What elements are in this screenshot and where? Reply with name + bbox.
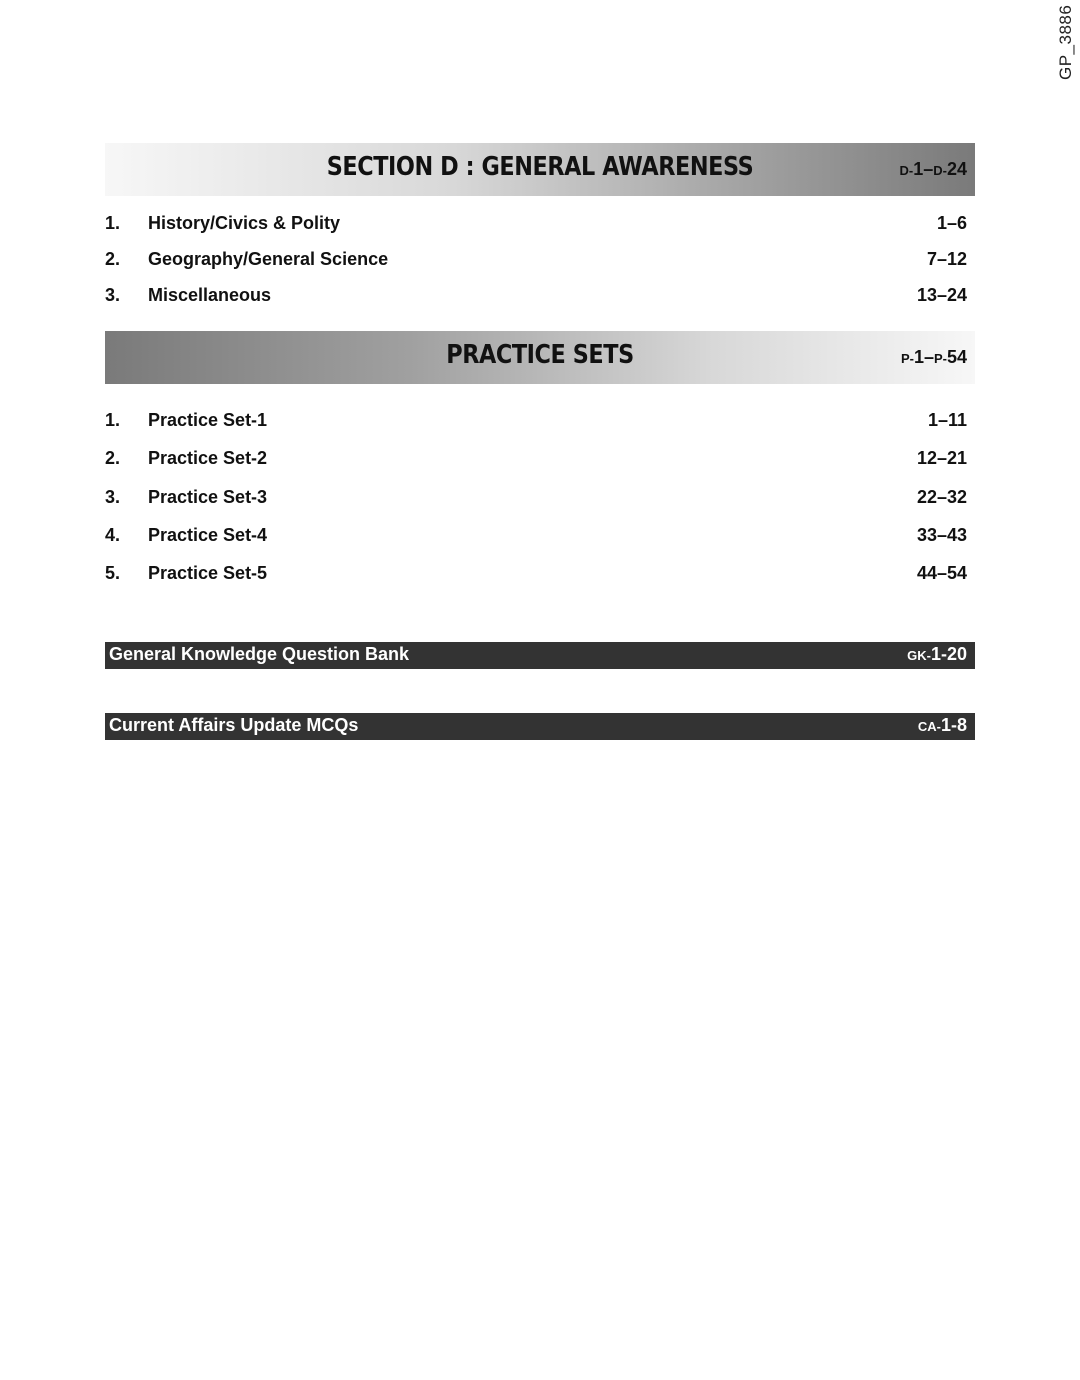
toc-row[interactable] (105, 520, 975, 558)
gk-question-bank-bar[interactable] (105, 642, 975, 669)
row-pages: 44–54 (916, 563, 967, 584)
ca-range-num: 1-8 (940, 715, 967, 736)
row-pages: 7–12 (926, 249, 967, 269)
row-title: History/Civics & Polity (148, 213, 341, 233)
section-d-banner (105, 143, 975, 196)
toc-row[interactable] (105, 208, 975, 244)
row-number: 2. (105, 448, 121, 469)
row-title: Practice Set-2 (148, 448, 268, 469)
row-title: Practice Set-5 (148, 563, 268, 584)
row-title: Geography/General Science (148, 249, 389, 269)
section-d-list (105, 208, 975, 316)
row-number: 2. (105, 249, 121, 269)
current-affairs-page-range (918, 715, 967, 736)
practice-sets-range-prefix-start: P- (900, 351, 914, 366)
section-d-range-prefix-start: D- (899, 163, 914, 178)
toc-row[interactable] (105, 244, 975, 280)
row-pages: 22–32 (916, 486, 967, 507)
ca-range-prefix: CA- (917, 719, 941, 735)
row-pages: 33–43 (916, 524, 967, 545)
practice-sets-page-range (901, 347, 967, 368)
practice-sets-range-start: 1– (913, 347, 934, 367)
practice-sets-title: PRACTICE SETS (446, 340, 634, 370)
row-number: 3. (105, 285, 121, 305)
current-affairs-title: Current Affairs Update MCQs (109, 715, 359, 736)
toc-row[interactable] (105, 558, 975, 596)
row-pages: 1–6 (936, 213, 967, 233)
practice-sets-list (105, 405, 975, 596)
row-number: 4. (105, 524, 121, 545)
toc-row[interactable] (105, 280, 975, 316)
section-d-range-end: 24 (946, 159, 967, 179)
row-number: 1. (105, 410, 121, 430)
section-d-range-start: 1– (913, 159, 934, 179)
section-d-page-range (900, 159, 968, 180)
toc-row[interactable] (105, 443, 975, 481)
row-title: Practice Set-3 (148, 486, 268, 507)
row-number: 3. (105, 486, 121, 507)
toc-row[interactable] (105, 482, 975, 520)
row-number: 1. (105, 213, 121, 233)
row-pages: 1–11 (927, 410, 967, 430)
row-title: Practice Set-4 (148, 524, 268, 545)
row-number: 5. (105, 563, 121, 584)
section-d-title: SECTION D : GENERAL AWARENESS (326, 152, 754, 182)
section-d-range-prefix-end: D- (933, 163, 947, 178)
page-code: GP_3886 (1056, 4, 1075, 80)
current-affairs-bar[interactable] (105, 713, 975, 740)
practice-sets-range-prefix-end: P- (933, 351, 947, 366)
toc-row[interactable] (105, 405, 975, 443)
practice-sets-banner (105, 331, 975, 384)
gk-question-bank-page-range (907, 644, 967, 665)
table-of-contents (105, 143, 975, 740)
row-pages: 13–24 (916, 285, 967, 305)
gk-range-num: 1-20 (930, 644, 967, 665)
row-title: Practice Set-1 (148, 410, 268, 430)
row-title: Miscellaneous (148, 285, 272, 305)
gk-question-bank-title: General Knowledge Question Bank (109, 644, 410, 665)
row-pages: 12–21 (916, 448, 967, 469)
gk-range-prefix: GK- (907, 648, 931, 664)
practice-sets-range-end: 54 (946, 347, 967, 367)
